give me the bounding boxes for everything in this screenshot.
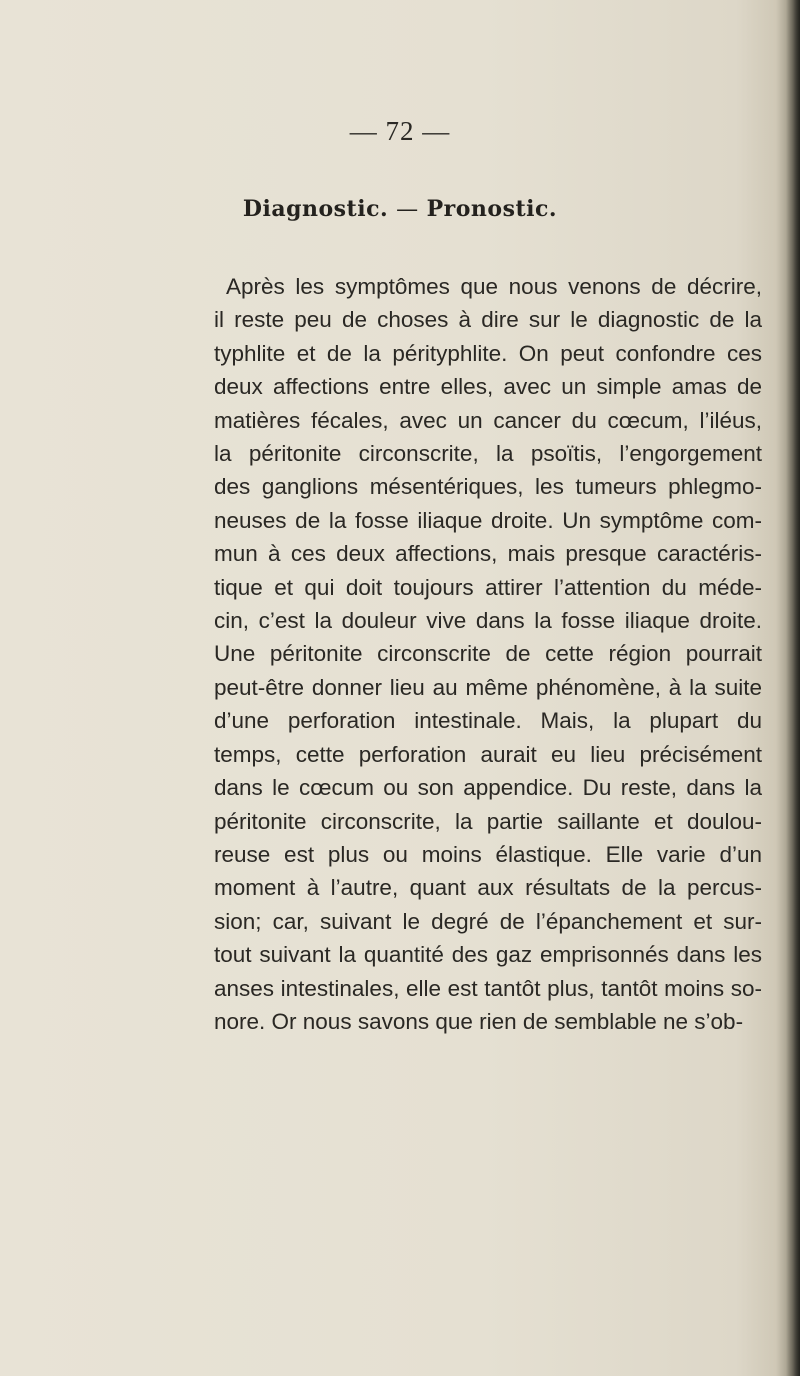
text-line: peut-être donner lieu au même phénomène, à la suite	[214, 674, 762, 700]
body-paragraph	[214, 270, 762, 1038]
text-line: tique et qui doit toujours attirer l’attention du méde-	[214, 574, 762, 600]
section-heading	[0, 196, 800, 222]
text-line: mun à ces deux affections, mais presque caractéris-	[214, 541, 762, 567]
text-line: la péritonite circonscrite, la psoïtis, l’engorgement	[214, 441, 762, 467]
text-line: typhlite et de la pérityphlite. On peut confondre ces	[214, 340, 762, 366]
text-line: péritonite circonscrite, la partie saillante et doulou-	[214, 808, 762, 834]
text-line: d’une perforation intestinale. Mais, la plupart du	[214, 708, 762, 734]
text-line: dans le cœcum ou son appendice. Du reste, dans la	[214, 775, 762, 801]
text-line: nore. Or nous savons que rien de semblable ne s’ob-	[214, 1008, 744, 1034]
text-line: Une péritonite circonscrite de cette région pourrait	[214, 641, 762, 667]
text-line: cin, c’est la douleur vive dans la fosse iliaque droite.	[214, 608, 762, 634]
text-line: moment à l’autre, quant aux résultats de la percus-	[214, 875, 762, 901]
text-line: deux affections entre elles, avec un simple amas de	[214, 374, 762, 400]
page-number: — 72 —	[349, 116, 451, 146]
heading-pronostic: Pronostic.	[426, 196, 558, 222]
text-line: tout suivant la quantité des gaz emprisonnés dans les	[214, 942, 762, 968]
text-line: matières fécales, avec un cancer du cœcum, l’iléus,	[214, 407, 762, 433]
text-line: reuse est plus ou moins élastique. Elle varie d’un	[214, 841, 762, 867]
text-line: des ganglions mésentériques, les tumeurs phlegmo-	[214, 474, 762, 500]
text-line: il reste peu de choses à dire sur le diagnostic de la	[214, 307, 762, 333]
heading-separator: —	[396, 197, 419, 222]
text-line: neuses de la fosse iliaque droite. Un symptôme com-	[214, 507, 762, 533]
text-line: sion; car, suivant le degré de l’épanchement et sur-	[214, 908, 762, 934]
text-line: Après les symptômes que nous venons de décrire,	[226, 274, 762, 299]
text-line: temps, cette perforation aurait eu lieu précisément	[214, 741, 762, 767]
text-line: anses intestinales, elle est tantôt plus, tantôt moins so-	[214, 975, 762, 1001]
heading-diagnostic: Diagnostic.	[242, 196, 389, 222]
